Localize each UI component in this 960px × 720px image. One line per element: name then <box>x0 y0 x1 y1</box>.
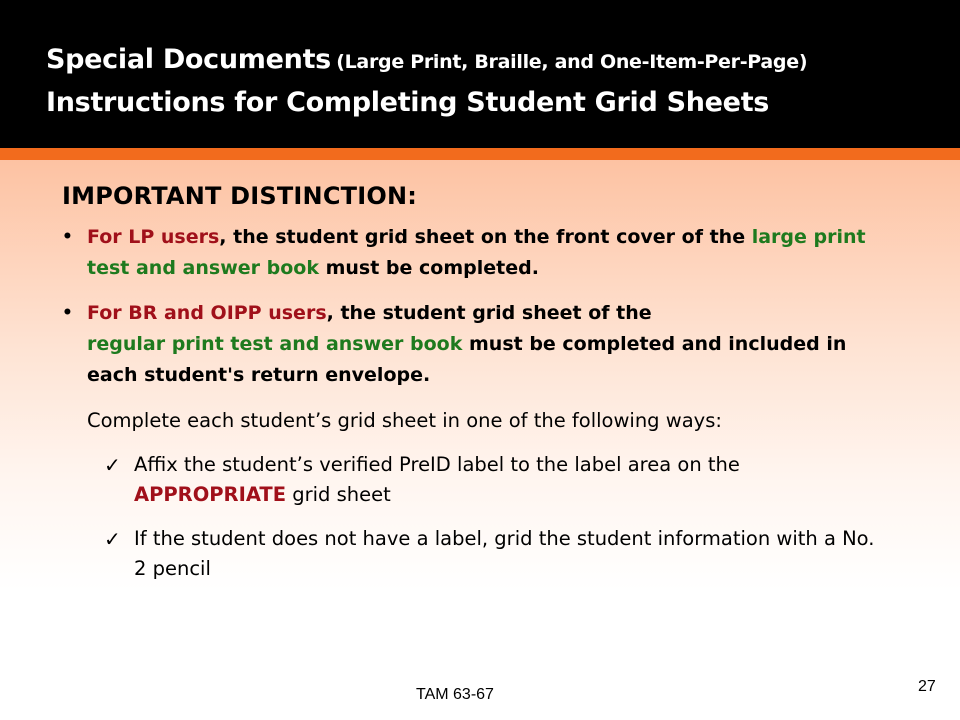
bullet-highlight-red: For LP users <box>87 226 220 248</box>
bullet-highlight-red: For BR and OIPP users <box>87 302 327 324</box>
title-line-1 <box>46 40 936 83</box>
section-heading: IMPORTANT DISTINCTION: <box>62 182 418 210</box>
instruction-text: Complete each student’s grid sheet in one of the following ways: <box>87 409 722 432</box>
title-parenthetical: (Large Print, Braille, and One-Item-Per-Page) <box>336 51 808 73</box>
bullet-text: must be completed and included in each student's return envelope. <box>87 333 847 386</box>
bullet-item <box>62 298 882 391</box>
check-text: grid sheet <box>286 483 391 506</box>
title-main: Special Documents <box>46 44 331 75</box>
bullet-text: , the student grid sheet on the front cover of the <box>219 226 752 248</box>
bullet-highlight-green: large print test and answer book <box>87 226 866 279</box>
bullet-text: must be completed. <box>318 257 539 279</box>
check-emphasis: APPROPRIATE <box>134 483 287 506</box>
header-accent-bar <box>0 148 960 160</box>
slide-body <box>62 182 882 598</box>
bullet-dot-icon: • <box>62 227 73 247</box>
check-item <box>104 450 882 510</box>
bullet-text: , the student grid sheet of the <box>326 302 652 324</box>
footer-reference: TAM 63-67 <box>416 686 494 703</box>
bullet-item <box>62 222 882 284</box>
page-number: 27 <box>918 678 936 695</box>
slide-header <box>0 0 960 148</box>
check-item <box>104 524 882 584</box>
checkmark-icon: ✓ <box>104 527 121 551</box>
slide-title <box>46 40 936 123</box>
bullet-highlight-green: regular print test and answer book <box>87 333 463 355</box>
bullet-dot-icon: • <box>62 303 73 323</box>
checkmark-icon: ✓ <box>104 453 121 477</box>
check-text: If the student does not have a label, grid the student information with a No. 2 pencil <box>134 527 875 580</box>
check-text: Affix the student’s verified PreID label to the label area on the <box>134 453 740 476</box>
title-line-2: Instructions for Completing Student Grid Sheets <box>46 87 770 118</box>
